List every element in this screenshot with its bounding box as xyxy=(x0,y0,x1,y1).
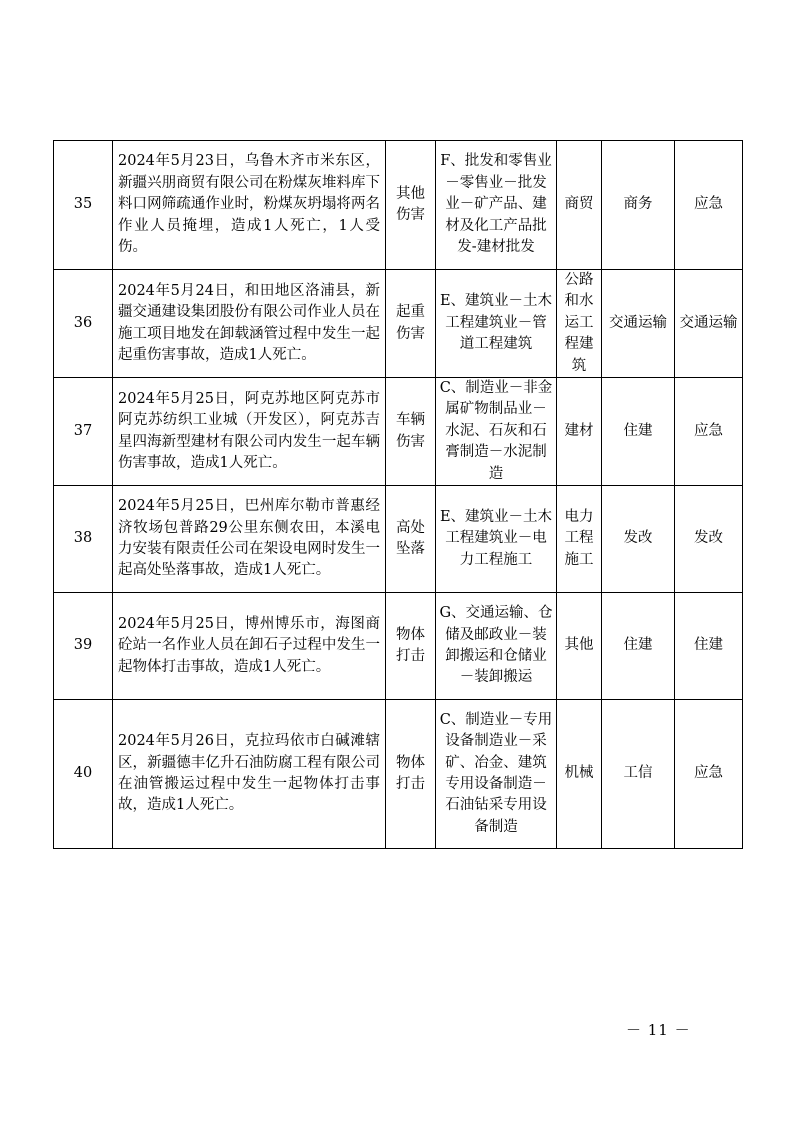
accident-type: 车辆伤害 xyxy=(386,378,436,486)
industry-classification: E、建筑业－土木工程建筑业－电力工程施工 xyxy=(436,486,557,593)
accident-type: 物体打击 xyxy=(386,700,436,849)
row-number: 40 xyxy=(54,700,113,849)
industry-category: 商贸 xyxy=(557,141,602,270)
lead-department: 应急 xyxy=(675,141,743,270)
page-number: － 11 － xyxy=(626,1021,691,1039)
accident-description: 2024年5月24日，和田地区洛浦县，新疆交通建设集团股份有限公司作业人员在施工项目地发在卸载涵管过程中发生一起起重伤害事故，造成1人死亡。 xyxy=(113,270,386,378)
table-row xyxy=(54,700,743,849)
table-row xyxy=(54,141,743,270)
supervising-department: 交通运输 xyxy=(602,270,675,378)
industry-classification: C、制造业－专用设备制造业－采矿、冶金、建筑专用设备制造－石油钻采专用设备制造 xyxy=(436,700,557,849)
industry-category: 电力工程施工 xyxy=(557,486,602,593)
accident-description: 2024年5月25日，巴州库尔勒市普惠经济牧场包普路29公里东侧农田，本溪电力安装有限责任公司在架设电网时发生一起高处坠落事故，造成1人死亡。 xyxy=(113,486,386,593)
supervising-department: 住建 xyxy=(602,378,675,486)
accident-table xyxy=(53,140,743,849)
row-number: 35 xyxy=(54,141,113,270)
table-row xyxy=(54,378,743,486)
table-row xyxy=(54,593,743,700)
accident-description: 2024年5月25日，博州博乐市，海图商砼站一名作业人员在卸石子过程中发生一起物体打击事故，造成1人死亡。 xyxy=(113,593,386,700)
table-row xyxy=(54,486,743,593)
lead-department: 交通运输 xyxy=(675,270,743,378)
accident-type: 高处坠落 xyxy=(386,486,436,593)
industry-classification: F、批发和零售业－零售业－批发业－矿产品、建材及化工产品批发-建材批发 xyxy=(436,141,557,270)
industry-classification: G、交通运输、仓储及邮政业－装卸搬运和仓储业－装卸搬运 xyxy=(436,593,557,700)
supervising-department: 商务 xyxy=(602,141,675,270)
accident-description: 2024年5月25日，阿克苏地区阿克苏市阿克苏纺织工业城（开发区），阿克苏吉星四海新型建材有限公司内发生一起车辆伤害事故，造成1人死亡。 xyxy=(113,378,386,486)
row-number: 37 xyxy=(54,378,113,486)
industry-category: 公路和水运工程建筑 xyxy=(557,270,602,378)
accident-description: 2024年5月26日，克拉玛依市白碱滩辖区，新疆德丰亿升石油防腐工程有限公司在油管搬运过程中发生一起物体打击事故，造成1人死亡。 xyxy=(113,700,386,849)
lead-department: 应急 xyxy=(675,700,743,849)
industry-classification: C、制造业－非金属矿物制品业－水泥、石灰和石膏制造－水泥制造 xyxy=(436,378,557,486)
lead-department: 应急 xyxy=(675,378,743,486)
accident-type: 起重伤害 xyxy=(386,270,436,378)
table-row xyxy=(54,270,743,378)
supervising-department: 发改 xyxy=(602,486,675,593)
lead-department: 发改 xyxy=(675,486,743,593)
industry-category: 建材 xyxy=(557,378,602,486)
industry-category: 机械 xyxy=(557,700,602,849)
accident-type: 其他伤害 xyxy=(386,141,436,270)
lead-department: 住建 xyxy=(675,593,743,700)
row-number: 38 xyxy=(54,486,113,593)
supervising-department: 工信 xyxy=(602,700,675,849)
accident-description: 2024年5月23日，乌鲁木齐市米东区，新疆兴朋商贸有限公司在粉煤灰堆料库下料口网筛疏通作业时，粉煤灰坍塌将两名作业人员掩埋，造成1人死亡，1人受伤。 xyxy=(113,141,386,270)
row-number: 39 xyxy=(54,593,113,700)
accident-type: 物体打击 xyxy=(386,593,436,700)
industry-category: 其他 xyxy=(557,593,602,700)
supervising-department: 住建 xyxy=(602,593,675,700)
industry-classification: E、建筑业－土木工程建筑业－管道工程建筑 xyxy=(436,270,557,378)
row-number: 36 xyxy=(54,270,113,378)
